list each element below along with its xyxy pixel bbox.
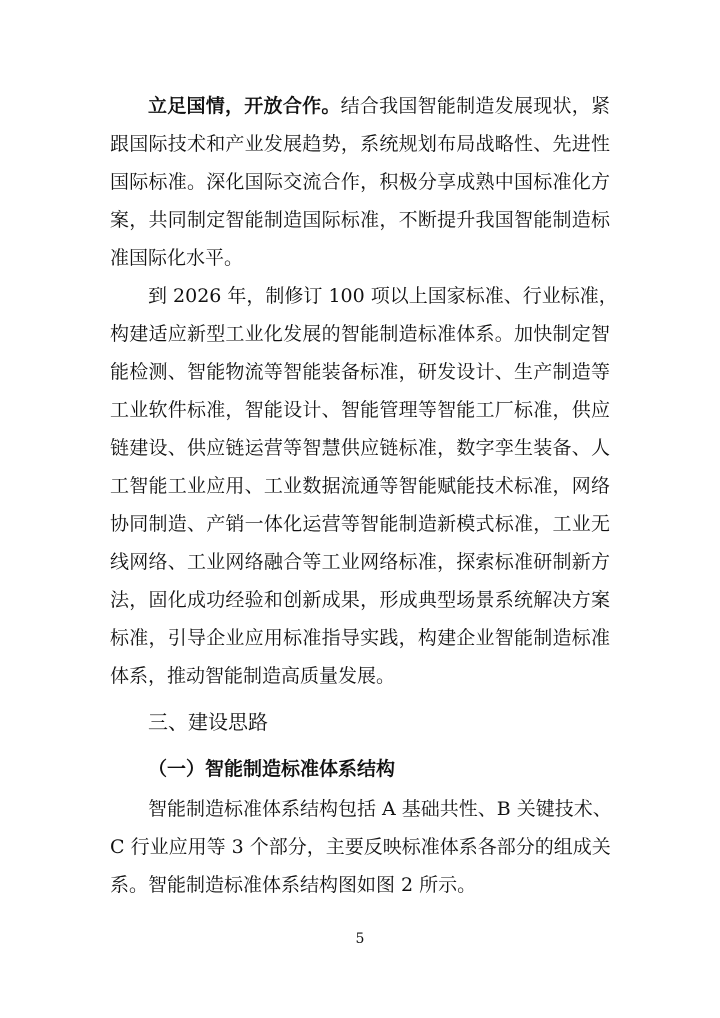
section-heading: 三、建设思路 <box>148 710 268 734</box>
paragraph-2-line-5: 链建设、供应链运营等智慧供应链标准，数字孪生装备、人 <box>110 437 610 459</box>
paragraph-1-line-1-rest: 结合我国智能制造发展现状，紧 <box>340 95 610 117</box>
paragraph-2-line-8: 线网络、工业网络融合等工业网络标准，探索标准研制新方 <box>110 551 610 573</box>
paragraph-1-line-3: 国际标准。深化国际交流合作，积极分享成熟中国标准化方 <box>110 171 610 193</box>
paragraph-2-line-1: 到 2026 年，制修订 100 项以上国家标准、行业标准， <box>148 285 618 307</box>
paragraph-2-line-7: 协同制造、产销一体化运营等智能制造新模式标准，工业无 <box>110 513 610 535</box>
paragraph-3-line-1: 智能制造标准体系结构包括 A 基础共性、B 关键技术、 <box>148 798 612 820</box>
paragraph-2-line-4: 工业软件标准，智能设计、智能管理等智能工厂标准，供应 <box>110 399 610 421</box>
paragraph-2-line-3: 能检测、智能物流等智能装备标准，研发设计、生产制造等 <box>110 361 610 383</box>
paragraph-2-line-11: 体系，推动智能制造高质量发展。 <box>110 665 396 687</box>
paragraph-1-lead: 立足国情，开放合作。 <box>148 95 341 117</box>
subsection-heading: （一）智能制造标准体系结构 <box>148 758 396 780</box>
paragraph-2-line-2: 构建适应新型工业化发展的智能制造标准体系。加快制定智 <box>110 323 610 345</box>
paragraph-3-line-2: C 行业应用等 3 个部分，主要反映标准体系各部分的组成关 <box>110 836 611 858</box>
paragraph-1-line-4: 案，共同制定智能制造国际标准，不断提升我国智能制造标 <box>110 209 610 231</box>
page-number: 5 <box>355 931 365 947</box>
paragraph-2-line-6: 工智能工业应用、工业数据流通等智能赋能技术标准，网络 <box>110 475 610 497</box>
paragraph-2-line-9: 法，固化成功经验和创新成果，形成典型场景系统解决方案 <box>110 589 610 611</box>
paragraph-1-line-5: 准国际化水平。 <box>110 247 244 269</box>
paragraph-3-line-3: 系。智能制造标准体系结构图如图 2 所示。 <box>110 874 477 896</box>
paragraph-1-line-2: 跟国际技术和产业发展趋势，系统规划布局战略性、先进性 <box>110 133 610 155</box>
paragraph-2-line-10: 标准，引导企业应用标准指导实践，构建企业智能制造标准 <box>110 627 610 649</box>
paragraph-1-line-1 <box>148 94 610 118</box>
